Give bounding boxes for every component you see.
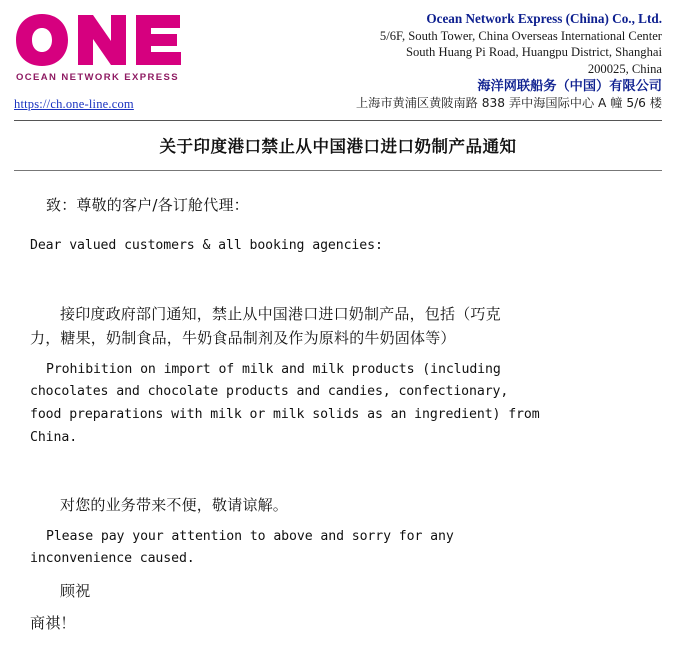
- document-title: 关于印度港口禁止从中国港口进口奶制产品通知: [159, 137, 517, 156]
- paragraph2-cn: 对您的业务带来不便，敬请谅解。: [60, 496, 289, 515]
- paragraph1-cn-line2: 力，糖果，奶制食品，牛奶食品制剂及作为原料的牛奶固体等）: [30, 329, 456, 348]
- paragraph2-en-line2: inconvenience caused.: [30, 551, 195, 567]
- address-line-2: South Huang Pi Road, Huangpu District, Shanghai: [405, 45, 662, 60]
- address-line-1: 5/6F, South Tower, China Overseas International Center: [379, 28, 662, 43]
- salutation-cn: 致：尊敬的客户/各订舱代理：: [46, 196, 249, 214]
- one-wordmark: [14, 12, 244, 68]
- company-address-block: [267, 8, 662, 112]
- document-header: [14, 8, 662, 118]
- one-logo-icon: [14, 12, 204, 68]
- paragraph1-en-line1: Prohibition on import of milk and milk products (including: [46, 361, 501, 377]
- salutation-en: Dear valued customers & all booking agencies:: [30, 238, 383, 254]
- closing-cn: 顾祝: [60, 582, 91, 601]
- company-name-cn: 海洋网联船务（中国）有限公司: [477, 78, 662, 94]
- address-line-3: 200025, China: [587, 62, 662, 77]
- paragraph1-en-line2: chocolates and chocolate products and candies, confectionary,: [30, 384, 509, 400]
- logo-subtitle: OCEAN NETWORK EXPRESS: [16, 72, 179, 83]
- paragraph1-en-line4: China.: [30, 429, 78, 445]
- company-url-link[interactable]: https://ch.one-line.com: [14, 97, 134, 111]
- logo-block: [14, 8, 244, 112]
- address-cn: 上海市黄浦区黄陂南路 838 弄中海国际中心 A 幢 5/6 楼: [355, 96, 662, 111]
- paragraph2-en-line1: Please pay your attention to above and sorry for any: [46, 528, 454, 544]
- closing-cn-2: 商祺！: [30, 614, 76, 633]
- company-name-en: Ocean Network Express (China) Co., Ltd.: [426, 11, 662, 26]
- document-body: [14, 171, 662, 636]
- paragraph1-en-line3: food preparations with milk or milk solids as an ingredient) from: [30, 407, 540, 422]
- paragraph1-cn-line1: 接印度政府部门通知，禁止从中国港口进口奶制产品，包括（巧克: [60, 305, 501, 323]
